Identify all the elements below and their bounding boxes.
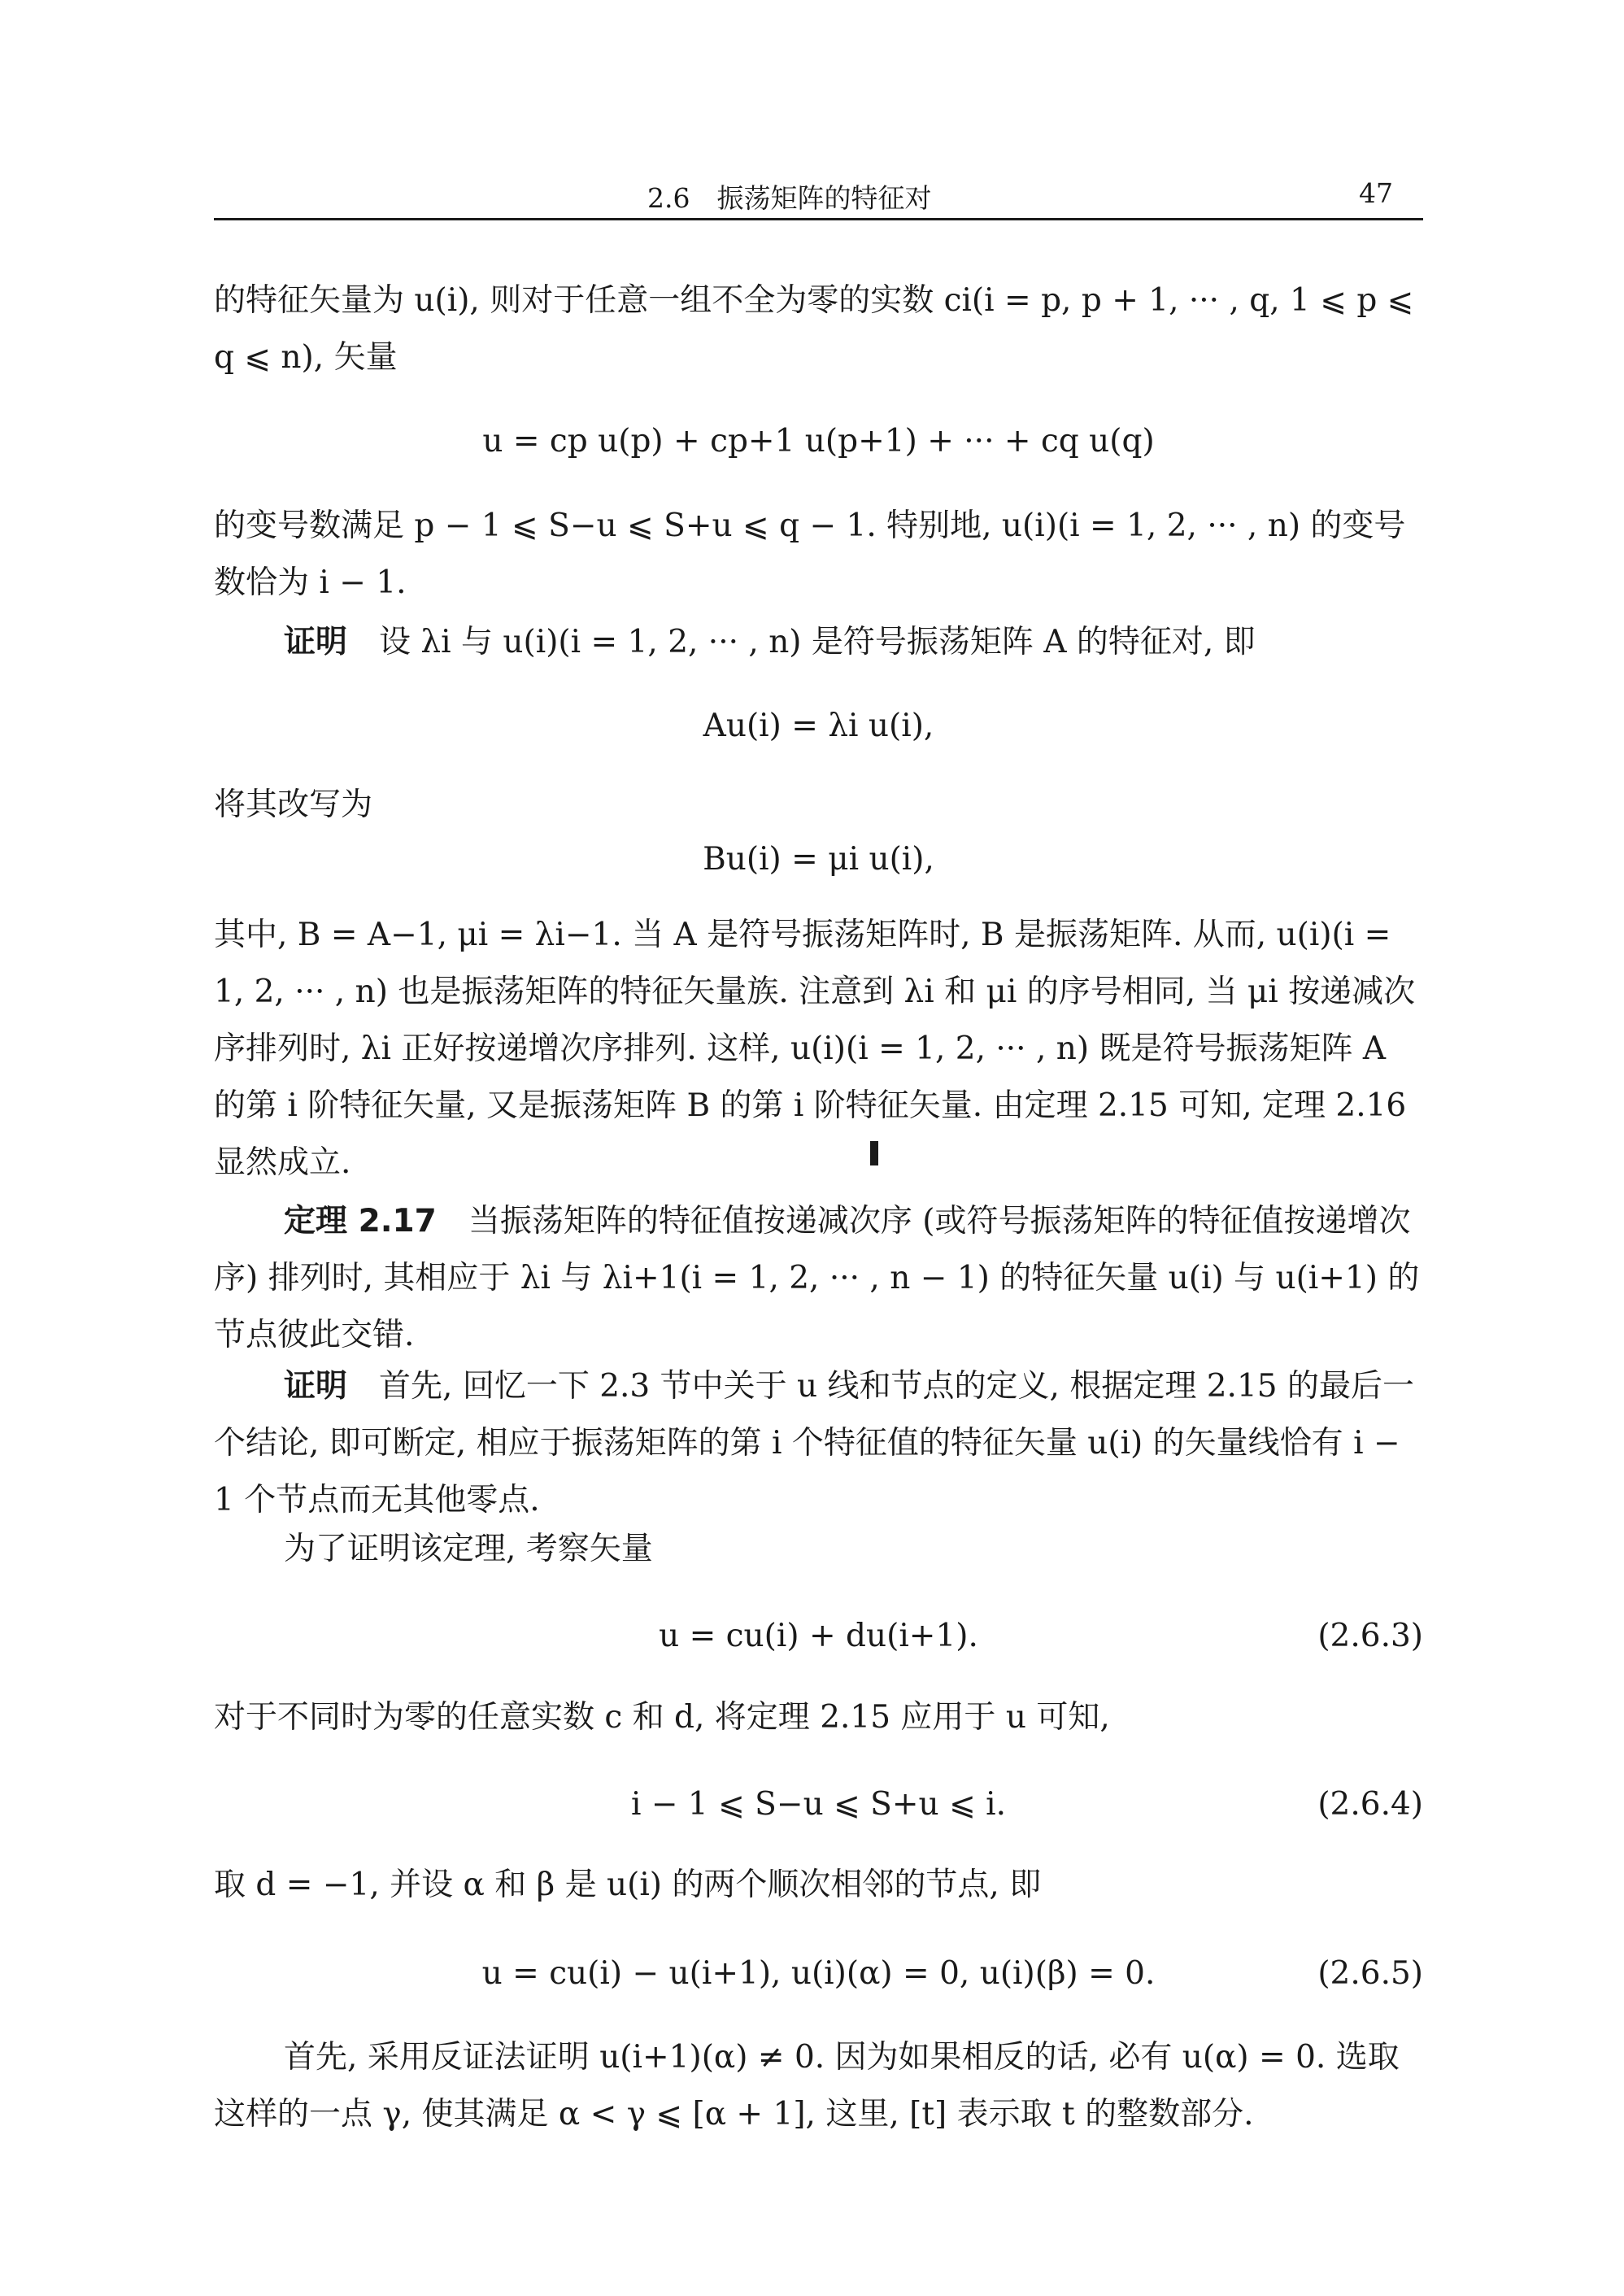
paragraph-2: 的变号数满足 p − 1 ⩽ S−u ⩽ S+u ⩽ q − 1. 特别地, u(i)(i = 1, 2, ··· , n) 的变号数恰为 i − 1. — [214, 508, 1406, 601]
equation-1-body: u = cp u(p) + cp+1 u(p+1) + ··· + cq u(q) — [482, 423, 1155, 460]
equation-5-body: i − 1 ⩽ S−u ⩽ S+u ⩽ i. — [630, 1786, 1007, 1823]
paragraph-8-text: 为了证明该定理, 考察矢量 — [284, 1531, 653, 1567]
equation-6 — [214, 1950, 1423, 1998]
paragraph-10: 取 d = −1, 并设 α 和 β 是 u(i) 的两个顺次相邻的节点, 即 — [214, 1867, 1042, 1903]
running-header — [214, 169, 1423, 220]
proof-label-2: 证明 — [284, 1368, 348, 1405]
equation-6-body: u = cu(i) − u(i+1), u(i)(α) = 0, u(i)(β) = 0. — [481, 1955, 1156, 1992]
equation-5-number: (2.6.4) — [1317, 1786, 1423, 1823]
theorem-label: 定理 2.17 — [284, 1203, 437, 1239]
equation-4-number: (2.6.3) — [1317, 1618, 1423, 1654]
paragraph-7-text: 首先, 回忆一下 2.3 节中关于 u 线和节点的定义, 根据定理 2.15 的最后一个结论, 即可断定, 相应于振荡矩阵的第 i 个特征值的特征矢量 u(i) 的矢量线恰有 i − 1 个节点而无其他零点. — [214, 1368, 1414, 1518]
equation-4-body: u = cu(i) + du(i+1). — [659, 1618, 978, 1654]
qed-mark — [870, 1141, 878, 1165]
page-number: 47 — [1359, 177, 1393, 209]
theorem-2-17 — [214, 1193, 1423, 1364]
paragraph-7 — [214, 1358, 1423, 1529]
equation-6-number: (2.6.5) — [1317, 1955, 1423, 1992]
theorem-text: 当振荡矩阵的特征值按递减次序 (或符号振荡矩阵的特征值按递增次序) 排列时, 其相应于 λi 与 λi+1(i = 1, 2, ··· , n − 1) 的特征矢量 u(i) 与 u(i+1) 的节点彼此交错. — [214, 1203, 1420, 1353]
paragraph-3-text: 设 λi 与 u(i)(i = 1, 2, ··· , n) 是符号振荡矩阵 A 的特征对, 即 — [379, 624, 1256, 660]
equation-5 — [214, 1780, 1423, 1829]
equation-4 — [214, 1612, 1423, 1661]
paragraph-3 — [214, 614, 1423, 671]
equation-3-body: Bu(i) = μi u(i), — [703, 841, 934, 878]
paragraph-11-text: 首先, 采用反证法证明 u(i+1)(α) ≠ 0. 因为如果相反的话, 必有 u(α) = 0. 选取这样的一点 γ, 使其满足 α < γ ⩽ [α + 1], 这里, [t] 表示取 t 的整数部分. — [214, 2039, 1400, 2133]
section-title: 2.6 振荡矩阵的特征对 — [647, 182, 932, 214]
paragraph-8 — [214, 1521, 1423, 1578]
paragraph-9: 对于不同时为零的任意实数 c 和 d, 将定理 2.15 应用于 u 可知, — [214, 1699, 1110, 1736]
equation-2 — [214, 702, 1423, 751]
equation-3 — [214, 835, 1423, 884]
proof-label: 证明 — [284, 624, 348, 660]
equation-1 — [214, 417, 1423, 466]
equation-2-body: Au(i) = λi u(i), — [703, 708, 934, 744]
paragraph-5: 其中, B = A−1, μi = λi−1. 当 A 是符号振荡矩阵时, B 是振荡矩阵. 从而, u(i)(i = 1, 2, ··· , n) 也是振荡矩阵的特征矢量族. 注意到 λi 和 μi 的序号相同, 当 μi 按递减次序排列时, λi 正好按递增次序排列. 这样, u(i)(i = 1, 2, ··· , n) 既是符号振荡矩阵 A 的第 i 阶特征矢量, 又是振荡矩阵 B 的第 i 阶特征矢量. 由定理 2.15 可知, 定理 2.16 显然成立. — [214, 917, 1416, 1181]
paragraph-11 — [214, 2029, 1423, 2143]
paragraph-1: 的特征矢量为 u(i), 则对于任意一组不全为零的实数 ci(i = p, p + 1, ··· , q, 1 ⩽ p ⩽ q ⩽ n), 矢量 — [214, 282, 1414, 376]
paragraph-4: 将其改写为 — [214, 786, 373, 823]
